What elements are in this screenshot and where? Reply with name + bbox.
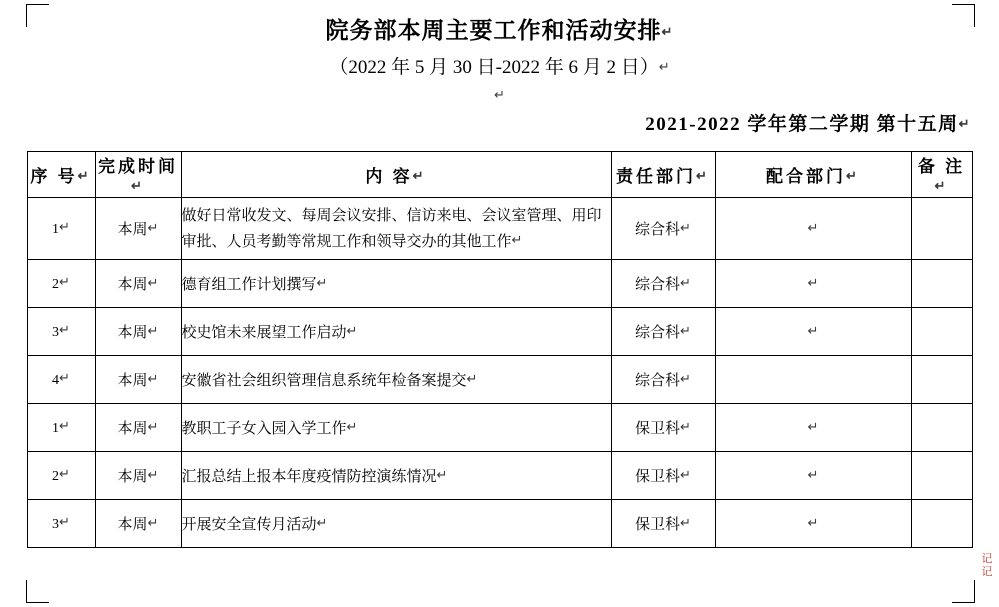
paragraph-mark-icon: ↵: [658, 59, 670, 74]
paragraph-mark-icon: ↵: [511, 231, 523, 247]
paragraph-mark-icon: ↵: [147, 323, 159, 338]
paragraph-mark-icon: ↵: [466, 370, 478, 386]
cell-time: [95, 356, 181, 404]
paragraph-mark-icon: ↵: [346, 322, 358, 338]
paragraph-mark-icon: ↵: [131, 178, 145, 193]
paragraph-mark-icon: ↵: [147, 371, 159, 386]
cell-coop: [715, 260, 911, 308]
cell-time: [95, 452, 181, 500]
cell-coop: [715, 308, 911, 356]
cell-dept-text: 综合科: [635, 222, 681, 238]
cell-dept: [611, 198, 715, 260]
column-header-content-text: 内 容: [365, 167, 413, 186]
table-row: [27, 198, 972, 260]
blank-paragraph: [0, 82, 999, 108]
cell-no-text: 1: [52, 421, 60, 436]
paragraph-mark-icon: ↵: [59, 219, 70, 234]
paragraph-mark-icon: ↵: [412, 168, 427, 183]
crop-mark-top-left: [26, 4, 49, 27]
cell-no-text: 2: [52, 277, 60, 292]
paragraph-mark-icon: ↵: [147, 419, 159, 434]
paragraph-mark-icon: ↵: [680, 467, 691, 482]
paragraph-mark-icon: ↵: [346, 418, 358, 434]
paragraph-mark-icon: ↵: [807, 274, 819, 290]
paragraph-mark-icon: ↵: [494, 87, 505, 102]
column-header-time: [95, 152, 181, 198]
paragraph-mark-icon: ↵: [316, 514, 328, 530]
column-header-content: [181, 152, 611, 198]
cell-time: [95, 198, 181, 260]
table-header-row: [27, 152, 972, 198]
paragraph-mark-icon: ↵: [680, 419, 691, 434]
column-header-dept-text: 责任部门: [616, 167, 697, 186]
cell-content-text: 安徽省社会组织管理信息系统年检备案提交: [181, 372, 467, 389]
margin-note: 记记: [981, 553, 993, 578]
cell-dept: [611, 404, 715, 452]
column-header-time-text: 完成时间: [98, 157, 178, 176]
column-header-coop: [715, 152, 911, 198]
cell-dept: [611, 260, 715, 308]
paragraph-mark-icon: ↵: [807, 418, 819, 434]
cell-remark: [911, 260, 972, 308]
paragraph-mark-icon: ↵: [680, 220, 691, 235]
paragraph-mark-icon: ↵: [316, 274, 328, 290]
cell-content-text: 德育组工作计划撰写: [181, 276, 317, 293]
cell-no: [27, 308, 95, 356]
paragraph-mark-icon: ↵: [696, 168, 710, 183]
cell-no: [27, 260, 95, 308]
term-week-text: 2021-2022 学年第二学期 第十五周: [645, 114, 959, 135]
table-row: [27, 308, 972, 356]
cell-dept-text: 综合科: [635, 277, 681, 293]
cell-content: [181, 452, 611, 500]
cell-coop: [715, 198, 911, 260]
page-subtitle: [0, 53, 999, 82]
cell-content-text: 汇报总结上报本年度疫情防控演练情况: [181, 468, 437, 485]
paragraph-mark-icon: ↵: [807, 466, 819, 482]
paragraph-mark-icon: ↵: [59, 322, 70, 337]
paragraph-mark-icon: ↵: [661, 24, 674, 39]
term-week-line: [0, 110, 999, 139]
table-row: [27, 404, 972, 452]
paragraph-mark-icon: ↵: [807, 514, 819, 530]
cell-content: [181, 198, 611, 260]
cell-remark: [911, 404, 972, 452]
cell-no: [27, 404, 95, 452]
paragraph-mark-icon: ↵: [147, 220, 159, 235]
paragraph-mark-icon: ↵: [59, 418, 70, 433]
paragraph-mark-icon: ↵: [147, 515, 159, 530]
cell-time-text: 本周: [117, 222, 148, 238]
column-header-dept: [611, 152, 715, 198]
cell-content-text: 教职工子女入园入学工作: [181, 420, 347, 437]
cell-content-text: 做好日常收发文、每周会议安排、信访来电、会议室管理、用印审批、人员考勤等常规工作和领导交办的其他工作: [181, 207, 602, 250]
column-header-no-text: 序 号: [30, 167, 78, 186]
cell-dept: [611, 452, 715, 500]
table-row: [27, 452, 972, 500]
cell-no-text: 3: [52, 517, 60, 532]
column-header-remark-text: 备 注: [917, 157, 966, 176]
cell-time: [95, 404, 181, 452]
cell-no: [27, 356, 95, 404]
paragraph-mark-icon: ↵: [934, 178, 949, 193]
cell-dept-text: 保卫科: [635, 469, 681, 485]
cell-time-text: 本周: [117, 277, 148, 293]
column-header-no: [27, 152, 95, 198]
paragraph-mark-icon: ↵: [77, 168, 92, 183]
cell-dept: [611, 356, 715, 404]
cell-dept-text: 综合科: [635, 373, 681, 389]
cell-time: [95, 500, 181, 548]
cell-coop: [715, 452, 911, 500]
cell-time: [95, 260, 181, 308]
cell-content-text: 校史馆未来展望工作启动: [181, 324, 347, 341]
paragraph-mark-icon: ↵: [147, 467, 159, 482]
page-title-text: 院务部本周主要工作和活动安排: [325, 18, 662, 43]
cell-coop: [715, 404, 911, 452]
cell-time: [95, 308, 181, 356]
cell-no: [27, 500, 95, 548]
page-title: [0, 16, 999, 47]
paragraph-mark-icon: ↵: [846, 168, 860, 183]
cell-no-text: 1: [52, 222, 60, 237]
cell-coop: [715, 356, 911, 404]
paragraph-mark-icon: ↵: [147, 275, 159, 290]
page-subtitle-text: （2022 年 5 月 30 日-2022 年 6 月 2 日）: [329, 57, 659, 78]
cell-remark: [911, 452, 972, 500]
table-row: [27, 356, 972, 404]
paragraph-mark-icon: ↵: [958, 116, 971, 131]
paragraph-mark-icon: ↵: [59, 514, 70, 529]
cell-time-text: 本周: [117, 325, 148, 341]
paragraph-mark-icon: ↵: [436, 466, 448, 482]
paragraph-mark-icon: ↵: [807, 322, 819, 338]
paragraph-mark-icon: ↵: [807, 219, 819, 235]
column-header-coop-text: 配合部门: [766, 167, 847, 186]
paragraph-mark-icon: ↵: [59, 370, 70, 385]
cell-content: [181, 404, 611, 452]
cell-dept-text: 保卫科: [635, 421, 681, 437]
cell-coop: [715, 500, 911, 548]
cell-no-text: 3: [52, 325, 60, 340]
cell-content-text: 开展安全宣传月活动: [181, 516, 317, 533]
column-header-remark: [911, 152, 972, 198]
cell-dept: [611, 308, 715, 356]
cell-no-text: 4: [52, 373, 60, 388]
paragraph-mark-icon: ↵: [59, 466, 70, 481]
cell-content: [181, 260, 611, 308]
paragraph-mark-icon: ↵: [680, 515, 691, 530]
crop-mark-bottom-right: [952, 580, 975, 603]
cell-remark: [911, 308, 972, 356]
cell-dept-text: 保卫科: [635, 517, 681, 533]
cell-dept: [611, 500, 715, 548]
cell-no-text: 2: [52, 469, 60, 484]
paragraph-mark-icon: ↵: [680, 371, 691, 386]
paragraph-mark-icon: ↵: [59, 274, 70, 289]
cell-dept-text: 综合科: [635, 325, 681, 341]
crop-mark-bottom-left: [26, 580, 49, 603]
table-row: [27, 260, 972, 308]
cell-time-text: 本周: [117, 469, 148, 485]
paragraph-mark-icon: ↵: [680, 323, 691, 338]
cell-content: [181, 500, 611, 548]
cell-content: [181, 308, 611, 356]
cell-remark: [911, 500, 972, 548]
crop-mark-top-right: [952, 4, 975, 27]
cell-remark: [911, 198, 972, 260]
cell-remark: [911, 356, 972, 404]
table-row: [27, 500, 972, 548]
cell-time-text: 本周: [117, 373, 148, 389]
cell-no: [27, 452, 95, 500]
cell-time-text: 本周: [117, 517, 148, 533]
cell-no: [27, 198, 95, 260]
cell-time-text: 本周: [117, 421, 148, 437]
paragraph-mark-icon: ↵: [680, 275, 691, 290]
schedule-table: [27, 151, 973, 548]
cell-content: [181, 356, 611, 404]
